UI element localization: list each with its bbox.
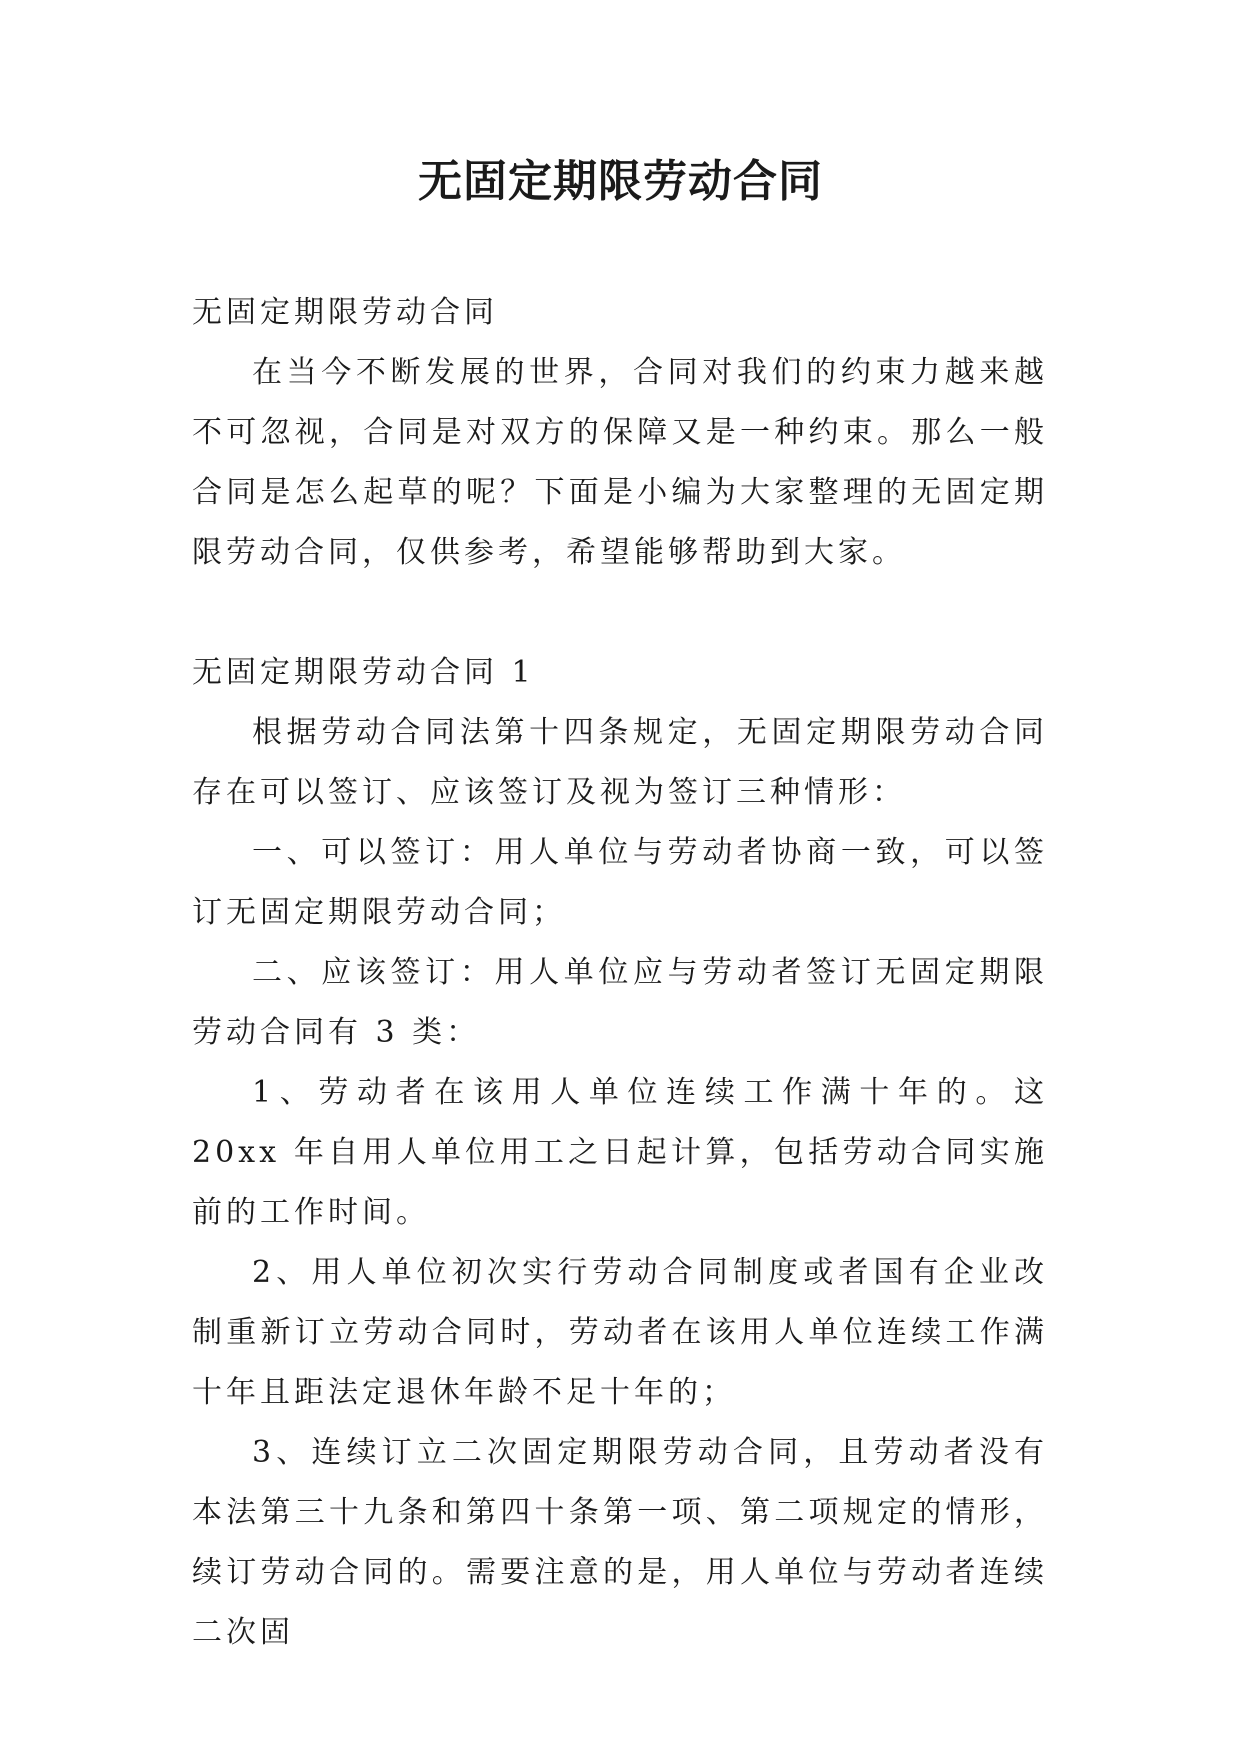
body-paragraph: 一、可以签订：用人单位与劳动者协商一致，可以签订无固定期限劳动合同；	[192, 835, 1048, 930]
body-paragraph: 2、用人单位初次实行劳动合同制度或者国有企业改制重新订立劳动合同时，劳动者在该用人单位连续工作满十年且距法定退休年龄不足十年的；	[192, 1255, 1048, 1410]
body-paragraph: 1、劳动者在该用人单位连续工作满十年的。这 20xx 年自用人单位用工之日起计算，包括劳动合同实施前的工作时间。	[192, 1075, 1048, 1230]
body-paragraph-heading: 无固定期限劳动合同	[192, 295, 498, 330]
document-title: 无固定期限劳动合同	[418, 156, 823, 207]
body-paragraph-intro: 在当今不断发展的世界，合同对我们的约束力越来越不可忽视，合同是对双方的保障又是一种约束。那么一般合同是怎么起草的呢？下面是小编为大家整理的无固定期限劳动合同，仅供参考，希望能够帮助到大家。	[192, 355, 1048, 570]
body-paragraph: 二、应该签订：用人单位应与劳动者签订无固定期限劳动合同有 3 类：	[192, 955, 1048, 1050]
body-paragraph: 3、连续订立二次固定期限劳动合同，且劳动者没有本法第三十九条和第四十条第一项、第二项规定的情形，续订劳动合同的。需要注意的是，用人单位与劳动者连续二次固	[192, 1435, 1048, 1650]
document-body	[192, 283, 1048, 1663]
body-paragraph: 根据劳动合同法第十四条规定，无固定期限劳动合同存在可以签订、应该签订及视为签订三种情形：	[192, 715, 1048, 810]
section-heading: 无固定期限劳动合同 1	[192, 655, 535, 690]
